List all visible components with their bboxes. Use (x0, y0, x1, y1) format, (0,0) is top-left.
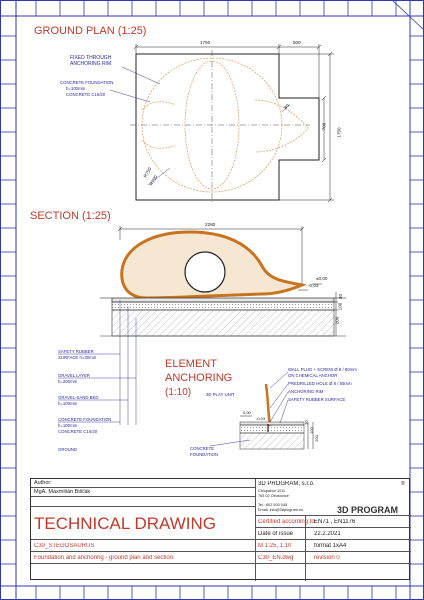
section-drawing (58, 226, 346, 425)
element-scale: (1:10) (165, 387, 192, 398)
plan-centerlines (130, 50, 310, 204)
section-title: SECTION (1:25) (30, 210, 111, 222)
detail-label-plug-1: WALL PLUG + SCREW Ø 8 / 80mm (288, 367, 357, 372)
drawing-description: Foundation and anchoring - ground plan and section (34, 555, 174, 561)
detail-label-play-unit: 3D PLAY UNIT (206, 392, 235, 397)
author-label: Author: (34, 480, 52, 486)
section-dim-000: ±0,00 (316, 276, 328, 281)
section-rubber-surface (112, 298, 334, 302)
element-title: ELEMENT (165, 358, 217, 370)
section-label-safety-1: SAFETY RUBBER (58, 349, 94, 354)
plan-dim-500: 500 (293, 40, 301, 45)
section-label-gravel-2: h=200mm (58, 379, 78, 384)
registered-mark: ® (401, 481, 405, 487)
detail-dim-000: 0,00 (243, 410, 251, 415)
section-label-gravel-1: GRAVEL LAYER (58, 373, 90, 378)
section-dim-2280: 2280 (205, 222, 216, 227)
detail-dim-003: -0,03 (256, 416, 266, 421)
company-name: 3D PROGRAM, s.r.o. (258, 481, 315, 487)
plan-top-dimension (134, 44, 321, 98)
section-gravel (112, 310, 334, 336)
plan-dim-r750: R750 (142, 166, 153, 179)
author-name: MgA. Maxmilián Bišťák (34, 489, 91, 495)
plan-dim-1750-right: 1750 (336, 127, 342, 138)
detail-dim-30: 30 (303, 420, 309, 425)
company-address-1: Chlupáčov 1011 (258, 489, 286, 493)
section-label-cf-3: CONCRETE C16/20 (58, 429, 98, 434)
detail-dim-100: 100 (308, 427, 314, 434)
section-dim-003: -0,03 (308, 283, 319, 288)
section-label-gsand-1: GRAVEL-SAND BED (58, 395, 99, 400)
section-concrete (112, 302, 334, 310)
plan-dim-700: 700 (321, 122, 327, 131)
scale-value: M 1:25, 1:10 (258, 543, 292, 549)
plan-label-concrete-2: h=100mm (66, 86, 86, 91)
detail-dino-wall (266, 384, 270, 426)
detail-label-rim: ANCHORING RIM (288, 389, 324, 394)
section-label-cf-1: CONCRETE FOUNDATION (58, 417, 112, 422)
detail-label-hole: PREDRILLED HOLE Ø 8 / 65mm (288, 381, 352, 386)
detail-label-cf-1: CONCRETE (190, 446, 215, 451)
section-label-gsand-2: h=100mm (58, 401, 78, 406)
plan-label-concrete-1: CONCRETE FOUNDATION (60, 80, 114, 85)
detail-concrete (240, 425, 304, 433)
company-logo-text: 3D PROGRAM (337, 505, 399, 515)
format-value: format 1xA4 (314, 543, 347, 549)
certified-label: Certified according to (258, 519, 315, 525)
detail-label-surface: SAFETY RUBBER SURFACE (288, 397, 346, 402)
plan-label-fixed-2: ANCHORING RIM (70, 61, 112, 67)
drawing-title: TECHNICAL DRAWING (34, 514, 216, 533)
plan-dim-r700: R700 (148, 174, 159, 187)
issue-value: 22.2.2021 (314, 531, 341, 537)
project-name: C30_STEGOSAURUS (34, 543, 95, 549)
detail-gravel (240, 433, 304, 449)
section-label-cf-2: h=100mm (58, 423, 78, 428)
company-phone: Tel.: 602 500 045 (258, 503, 288, 507)
certified-value: EN71 , EN1176 (314, 519, 356, 525)
section-dim-30: 30 (338, 293, 344, 300)
detail-dim-200: 200 (313, 435, 319, 442)
section-dim-200: 200 (334, 316, 340, 325)
section-dim-100: 100 (337, 302, 343, 311)
plan-label-concrete-3: CONCRETE C16/20 (66, 92, 106, 97)
issue-label: Date of issue (258, 531, 294, 537)
section-label-safety-2: SURFACE h=30mm (58, 355, 97, 360)
title-block (30, 478, 410, 580)
plan-leaders (110, 67, 290, 185)
file-name: C30_EN.dwg (258, 555, 294, 561)
detail-label-plug-2: ON CHEMICAL ANCHOR (288, 373, 338, 378)
plan-label-fixed-1: FIXED THROUGH (70, 55, 112, 61)
ground-plan-drawing (110, 44, 334, 204)
plan-dim-r80: 80 (282, 102, 291, 111)
detail-rubber (240, 422, 304, 425)
plan-dim-1750-top: 1750 (200, 40, 211, 45)
revision-value: revision 0 (314, 555, 340, 561)
company-address-2: 765 02 Otrokovice (258, 494, 289, 498)
ground-plan-title: GROUND PLAN (1:25) (34, 25, 147, 37)
company-email: Email: info@3dprogram.eu (258, 508, 304, 512)
section-label-ground: GROUND (58, 447, 78, 452)
section-dino-hole (185, 252, 225, 292)
anchoring-title: ANCHORING (165, 372, 233, 384)
plan-foundation-outline (136, 54, 319, 200)
detail-label-cf-2: FOUNDATION (190, 452, 219, 457)
